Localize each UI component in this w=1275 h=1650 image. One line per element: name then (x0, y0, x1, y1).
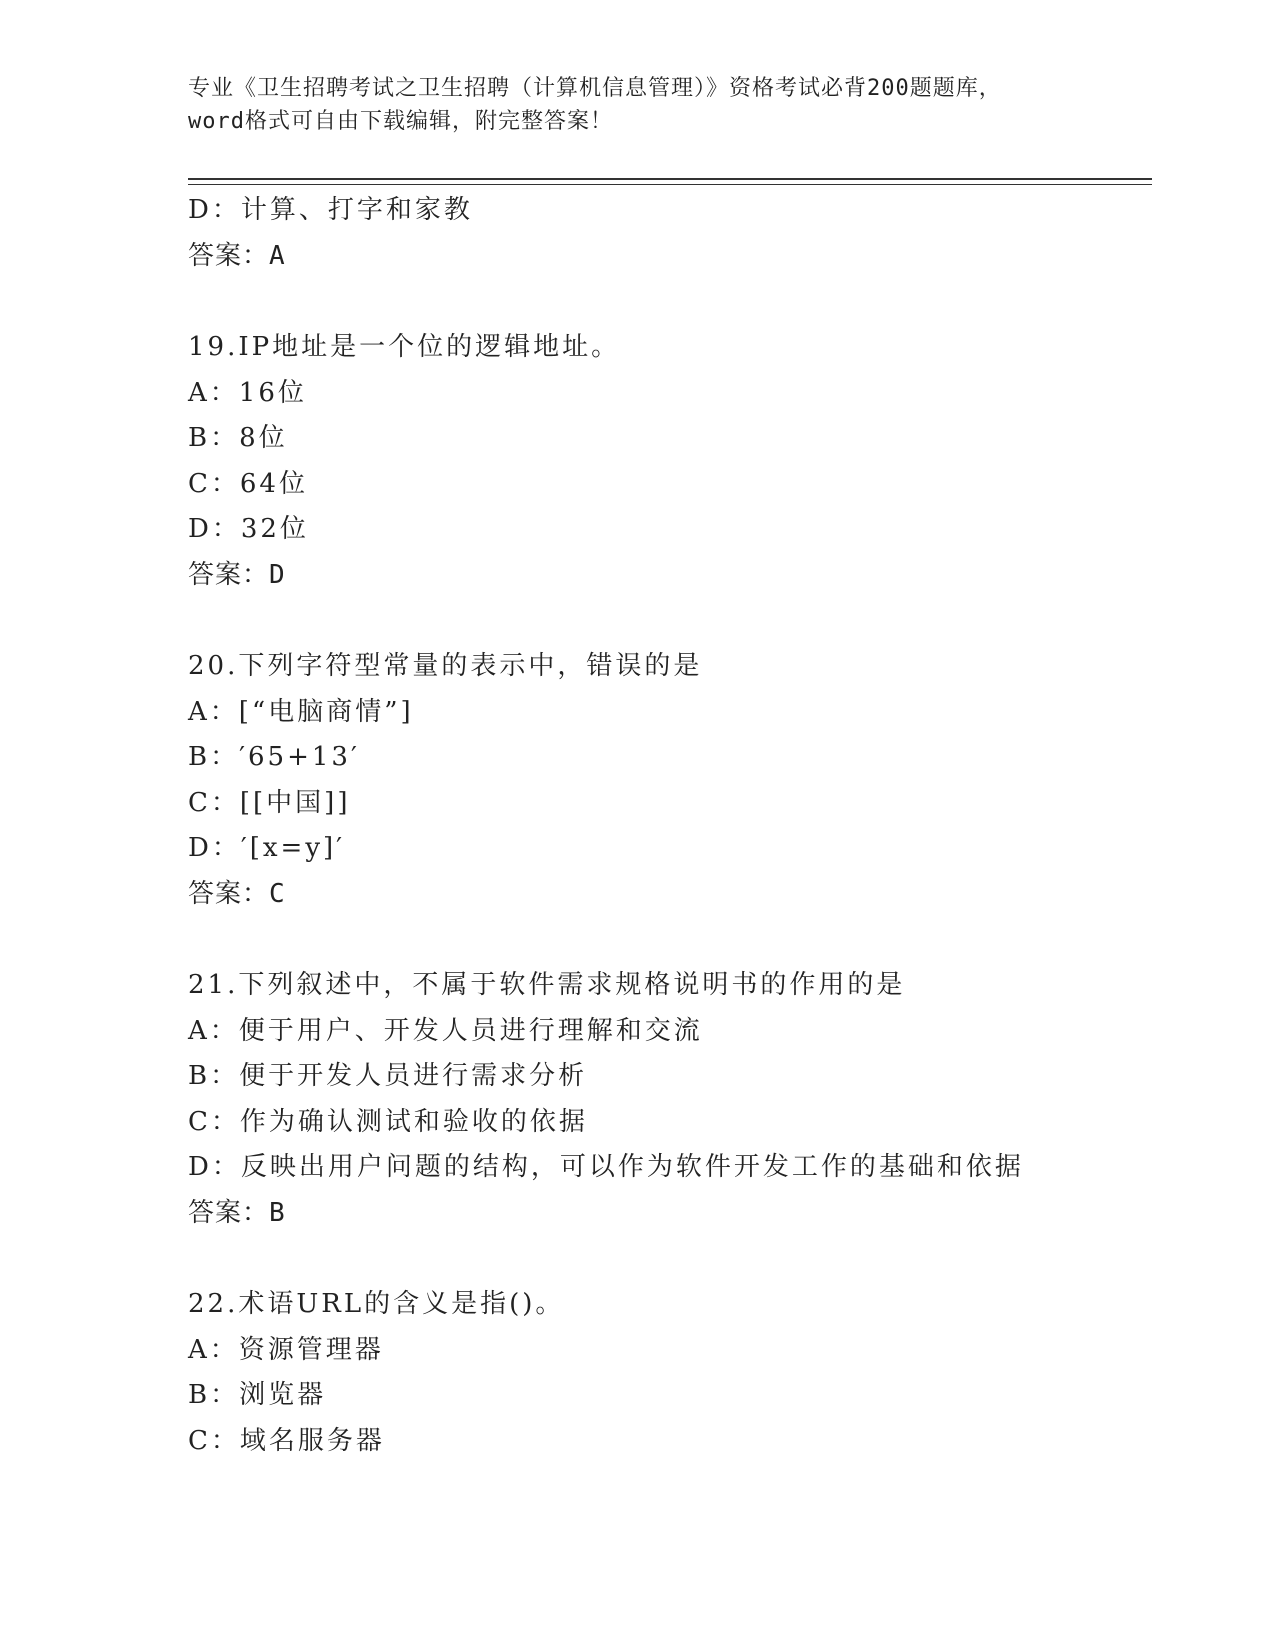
document-header (188, 72, 1088, 138)
option-d: D：反映出用户问题的结构，可以作为软件开发工作的基础和依据 (188, 1152, 1024, 1182)
option-d: D：′[x=y]′ (188, 833, 346, 863)
option-a: A：便于用户、开发人员进行理解和交流 (188, 1015, 703, 1046)
option-b: B：浏览器 (188, 1380, 327, 1410)
answer: 答案：D (188, 559, 286, 590)
option-b: B：′65+13′ (188, 742, 360, 772)
question-text: 22.术语URL的含义是指()。 (188, 1289, 565, 1319)
question-20 (188, 644, 1152, 917)
option-a: A：16位 (188, 377, 307, 408)
question-22 (188, 1282, 1152, 1464)
option-d: D：计算、打字和家教 (188, 195, 473, 225)
answer: 答案：B (188, 1197, 286, 1228)
question-18-fragment (188, 188, 1152, 279)
option-a: A：资源管理器 (188, 1334, 384, 1365)
question-text: 19.IP地址是一个位的逻辑地址。 (188, 332, 621, 362)
option-b: B：8位 (188, 423, 288, 453)
header-line-2: word格式可自由下载编辑，附完整答案！ (188, 109, 613, 134)
option-d: D：32位 (188, 514, 309, 544)
header-divider (188, 178, 1152, 185)
answer: 答案：C (188, 878, 286, 909)
option-c: C：作为确认测试和验收的依据 (188, 1106, 588, 1137)
question-19 (188, 325, 1152, 598)
question-21 (188, 963, 1152, 1236)
option-c: C：域名服务器 (188, 1425, 385, 1456)
option-a: A：[“电脑商情”] (188, 696, 414, 727)
question-text: 20.下列字符型常量的表示中，错误的是 (188, 651, 703, 681)
question-text: 21.下列叙述中，不属于软件需求规格说明书的作用的是 (188, 970, 906, 1000)
header-line-1: 专业《卫生招聘考试之卫生招聘（计算机信息管理）》资格考试必背200题题库， (188, 76, 1002, 101)
question-list (188, 188, 1152, 1464)
answer: 答案：A (188, 240, 286, 271)
option-c: C：64位 (188, 468, 308, 499)
option-c: C：[[中国]] (188, 787, 351, 818)
option-b: B：便于开发人员进行需求分析 (188, 1061, 588, 1091)
